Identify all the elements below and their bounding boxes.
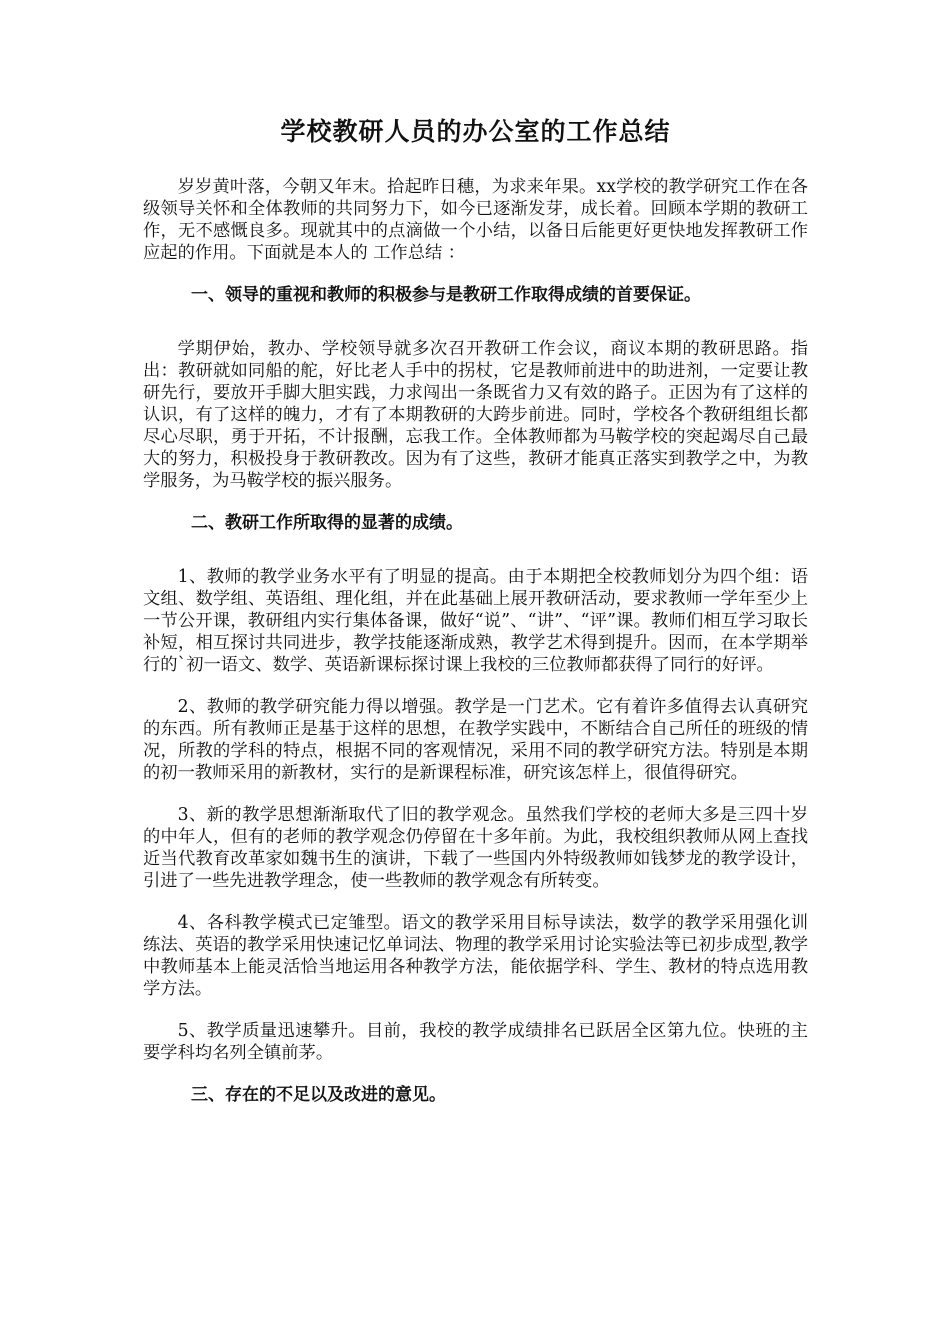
section-2-item-5: 5、教学质量迅速攀升。目前，我校的教学成绩排名已跃居全区第九位。快班的主要学科均名列全镇前茅。 — [143, 1021, 808, 1063]
section-heading-2: 二、教研工作所取得的显著的成绩。 — [191, 513, 463, 533]
section-2-item-3: 3、新的教学思想渐渐取代了旧的教学观念。虽然我们学校的老师大多是三四十岁的中年人，但有的老师的教学观念仍停留在十多年前。为此，我校组织教师从网上查找近当代教育改革家如魏书生的演讲，下载了一些国内外特级教师如钱梦龙的教学设计，引进了一些先进教学理念，使一些教师的教学观念有所转变。 — [143, 805, 808, 891]
section-heading-3: 三、存在的不足以及改进的意见。 — [191, 1085, 446, 1105]
section-1-paragraph: 学期伊始，教办、学校领导就多次召开教研工作会议，商议本期的教研思路。指出：教研就如同船的舵，好比老人手中的拐杖，它是教师前进中的助进剂，一定要让教研先行，要放开手脚大胆实践，力求闯出一条既省力又有效的路子。正因为有了这样的认识，有了这样的魄力，才有了本期教研的大跨步前进。同时，学校各个教研组组长都尽心尽职，勇于开拓，不计报酬，忘我工作。全体教师都为马鞍学校的突起竭尽自己最大的努力，积极投身于教研教改。因为有了这些，教研才能真正落实到教学之中，为教学服务，为马鞍学校的振兴服务。 — [143, 339, 808, 491]
document-body — [143, 112, 808, 1138]
section-2-item-1: 1、教师的教学业务水平有了明显的提高。由于本期把全校教师划分为四个组：语文组、数学组、英语组、理化组，并在此基础上展开教研活动，要求教师一学年至少上一节公开课，教研组内实行集体备课，做好“说”、“讲”、“评”课。教师们相互学习取长补短，相互探讨共同进步，教学技能逐渐成熟，教学艺术得到提升。因而，在本学期举行的`初一语文、数学、英语新课标探讨课上我校的三位教师都获得了同行的好评。 — [143, 567, 808, 675]
intro-paragraph: 岁岁黄叶落，今朝又年末。拾起昨日穗，为求来年果。xx学校的教学研究工作在各级领导关怀和全体教师的共同努力下，如今已逐渐发芽，成长着。回顾本学期的教研工作，无不感慨良多。现就其中的点滴做一个小结，以备日后能更好更快地发挥教研工作应起的作用。下面就是本人的 工作总结 ： — [143, 177, 808, 263]
document-title: 学校教研人员的办公室的工作总结 — [280, 117, 671, 146]
section-2-item-4: 4、各科教学模式已定雏型。语文的教学采用目标导读法，数学的教学采用强化训练法、英语的教学采用快速记忆单词法、物理的教学采用讨论实验法等已初步成型,教学中教师基本上能灵活恰当地运用各种教学方法，能依据学科、学生、教材的特点选用教学方法。 — [143, 913, 808, 999]
section-heading-1: 一、领导的重视和教师的积极参与是教研工作取得成绩的首要保证。 — [191, 285, 701, 305]
section-2-item-2: 2、教师的教学研究能力得以增强。教学是一门艺术。它有着许多值得去认真研究的东西。所有教师正是基于这样的思想，在教学实践中，不断结合自己所任的班级的情况，所教的学科的特点，根据不同的客观情况，采用不同的教学研究方法。特别是本期的初一教师采用的新教材，实行的是新课程标准，研究该怎样上，很值得研究。 — [143, 697, 808, 783]
